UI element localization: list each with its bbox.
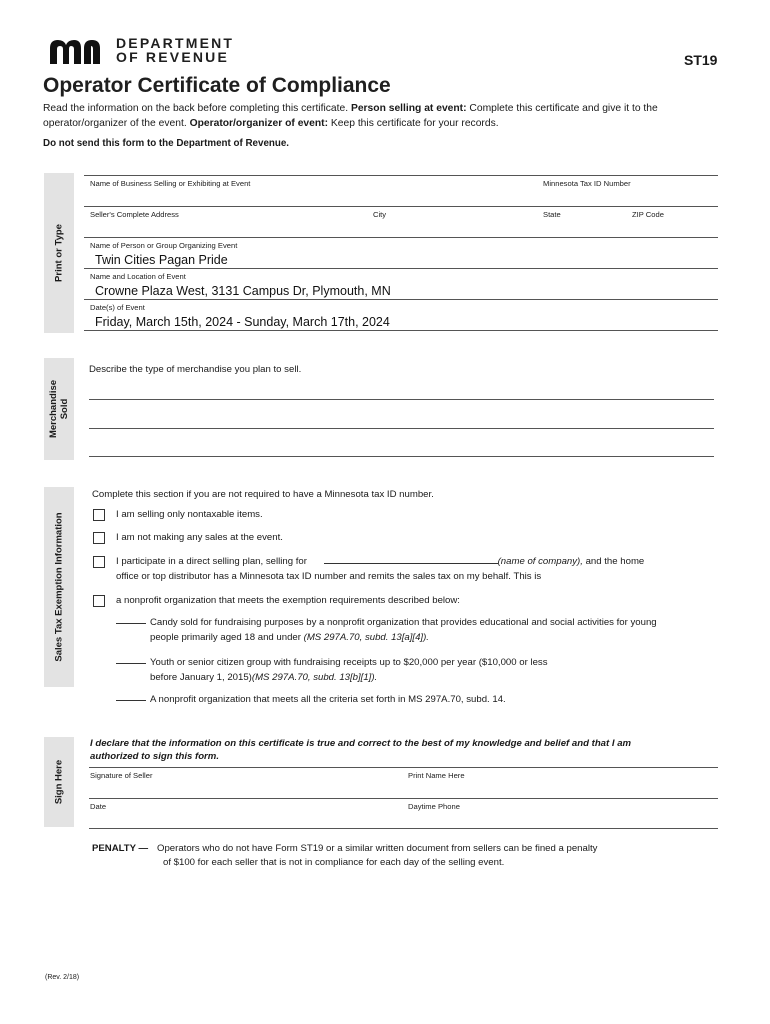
divider bbox=[84, 175, 718, 176]
checkbox-nontaxable[interactable] bbox=[93, 509, 105, 521]
checkbox-nonprofit[interactable] bbox=[93, 595, 105, 607]
divider bbox=[84, 330, 718, 331]
nonprofit-criteria-blank[interactable] bbox=[116, 690, 146, 701]
section-tab-sign bbox=[44, 737, 74, 827]
print-name-label: Print Name Here bbox=[408, 771, 465, 780]
direct-selling-text-2: and the home bbox=[585, 556, 645, 567]
merchandise-line-3[interactable] bbox=[89, 456, 714, 457]
exemption-intro: Complete this section if you are not required to have a Minnesota tax ID number. bbox=[92, 489, 434, 500]
state-field[interactable] bbox=[540, 220, 625, 236]
section-tab-print bbox=[44, 173, 74, 333]
youth-blank[interactable] bbox=[116, 653, 146, 664]
organizer-field[interactable]: Twin Cities Pagan Pride bbox=[95, 253, 228, 267]
city-field[interactable] bbox=[370, 220, 535, 236]
candy-text bbox=[150, 615, 720, 630]
organizer-label: Name of Person or Group Organizing Event bbox=[90, 241, 238, 250]
option-direct-selling-label bbox=[116, 554, 716, 569]
youth-text-2: before January 1, 2015) bbox=[150, 672, 252, 683]
option-nontaxable-label: I am selling only nontaxable items. bbox=[116, 509, 263, 520]
intro-text-1: Read the information on the back before completing this certificate. bbox=[43, 103, 349, 114]
section-label-merchandise: Merchandise Sold bbox=[48, 379, 70, 439]
zip-label: ZIP Code bbox=[632, 210, 664, 219]
checkbox-no-sales[interactable] bbox=[93, 532, 105, 544]
section-label-exemption: Sales Tax Exemption Information bbox=[53, 512, 65, 662]
divider bbox=[89, 828, 718, 829]
section-tab-merchandise bbox=[44, 358, 74, 460]
candy-text-2-row bbox=[150, 630, 429, 645]
intro-text-3: Keep this certificate for your records. bbox=[330, 118, 499, 129]
youth-ref: (MS 297A.70, subd. 13[b][1]). bbox=[251, 672, 378, 683]
divider bbox=[89, 798, 718, 799]
candy-text-2: people primarily aged 18 and under bbox=[150, 632, 301, 643]
department-logo-icon bbox=[48, 38, 108, 64]
dates-label: Date(s) of Event bbox=[90, 303, 145, 312]
intro-paragraph bbox=[43, 101, 723, 131]
signature-field[interactable] bbox=[88, 781, 398, 797]
form-id: ST19 bbox=[684, 52, 718, 68]
youth-text-1: Youth or senior citizen group with fundraising receipts up to $20,000 per year ($10,000 or less bbox=[150, 657, 548, 668]
signature-label: Signature of Seller bbox=[90, 771, 153, 780]
divider bbox=[89, 767, 718, 768]
option-nonprofit-label: a nonprofit organization that meets the exemption requirements described below: bbox=[116, 595, 460, 606]
option-no-sales-label: I am not making any sales at the event. bbox=[116, 532, 283, 543]
direct-selling-text-3: office or top distributor has a Minnesota tax ID number and remits the sales tax on my behalf. This is bbox=[116, 571, 542, 582]
revision-note: (Rev. 2/18) bbox=[45, 974, 80, 981]
declaration bbox=[90, 737, 720, 763]
penalty-line-2: of $100 for each seller that is not in compliance for each day of the selling event. bbox=[163, 857, 505, 868]
location-field[interactable]: Crowne Plaza West, 3131 Campus Dr, Plymouth, MN bbox=[95, 284, 391, 298]
tax-id-label: Minnesota Tax ID Number bbox=[543, 179, 631, 188]
checkbox-direct-selling[interactable] bbox=[93, 556, 105, 568]
date-label: Date bbox=[90, 802, 107, 811]
zip-field[interactable] bbox=[630, 220, 716, 236]
penalty-line-1: Operators who do not have Form ST19 or a similar written document from sellers can be fined a penalty bbox=[157, 843, 598, 854]
youth-text-2-row bbox=[150, 670, 377, 685]
merchandise-line-1[interactable] bbox=[89, 399, 714, 400]
intro-bold-2: Operator/organizer of event: bbox=[189, 118, 329, 129]
nonprofit-criteria-text: A nonprofit organization that meets all the criteria set forth in MS 297A.70, subd. 14. bbox=[150, 694, 506, 705]
location-label: Name and Location of Event bbox=[90, 272, 186, 281]
company-name-hint: (name of company), bbox=[497, 556, 583, 567]
intro-text-2: Complete this certificate and give it to the operator/organizer of the event. bbox=[43, 103, 658, 129]
merchandise-prompt: Describe the type of merchandise you plan to sell. bbox=[89, 364, 302, 375]
tax-id-field[interactable] bbox=[540, 189, 716, 205]
phone-field[interactable] bbox=[405, 812, 715, 826]
candy-blank[interactable] bbox=[116, 613, 146, 624]
business-name-field[interactable] bbox=[88, 189, 528, 205]
section-tab-exemption bbox=[44, 487, 74, 687]
declaration-line-2: authorized to sign this form. bbox=[90, 751, 219, 762]
page-title: Operator Certificate of Compliance bbox=[43, 74, 391, 97]
divider bbox=[84, 268, 718, 269]
do-not-send-warning: Do not send this form to the Department of Revenue. bbox=[43, 138, 290, 149]
logo-line-2: OF REVENUE bbox=[116, 49, 230, 65]
candy-text-1: Candy sold for fundraising purposes by a nonprofit organization that provides educational and social activities for young bbox=[150, 617, 657, 628]
address-label: Seller's Complete Address bbox=[90, 210, 179, 219]
print-name-field[interactable] bbox=[405, 781, 715, 797]
declaration-line-1: I declare that the information on this certificate is true and correct to the best of my knowledge and belief and that I am bbox=[90, 738, 632, 749]
candy-ref: (MS 297A.70, subd. 13[a][4]). bbox=[303, 632, 429, 643]
dates-field[interactable]: Friday, March 15th, 2024 - Sunday, March 17th, 2024 bbox=[95, 315, 390, 329]
department-logo-text bbox=[116, 36, 234, 64]
business-name-label: Name of Business Selling or Exhibiting at Event bbox=[90, 179, 251, 188]
date-field[interactable] bbox=[88, 812, 398, 826]
merchandise-line-2[interactable] bbox=[89, 428, 714, 429]
divider bbox=[84, 299, 718, 300]
company-name-field[interactable] bbox=[324, 563, 498, 564]
city-label: City bbox=[373, 210, 387, 219]
direct-selling-text: I participate in a direct selling plan, selling for bbox=[116, 556, 307, 567]
penalty-label: PENALTY — bbox=[92, 843, 149, 854]
divider bbox=[84, 206, 718, 207]
phone-label: Daytime Phone bbox=[408, 802, 460, 811]
state-label: State bbox=[543, 210, 561, 219]
section-label-sign: Sign Here bbox=[53, 759, 65, 805]
logo-line-1: DEPARTMENT bbox=[116, 35, 235, 51]
divider bbox=[84, 237, 718, 238]
section-label-print: Print or Type bbox=[53, 224, 65, 282]
intro-bold-1: Person selling at event: bbox=[350, 103, 467, 114]
address-field[interactable] bbox=[88, 220, 366, 236]
